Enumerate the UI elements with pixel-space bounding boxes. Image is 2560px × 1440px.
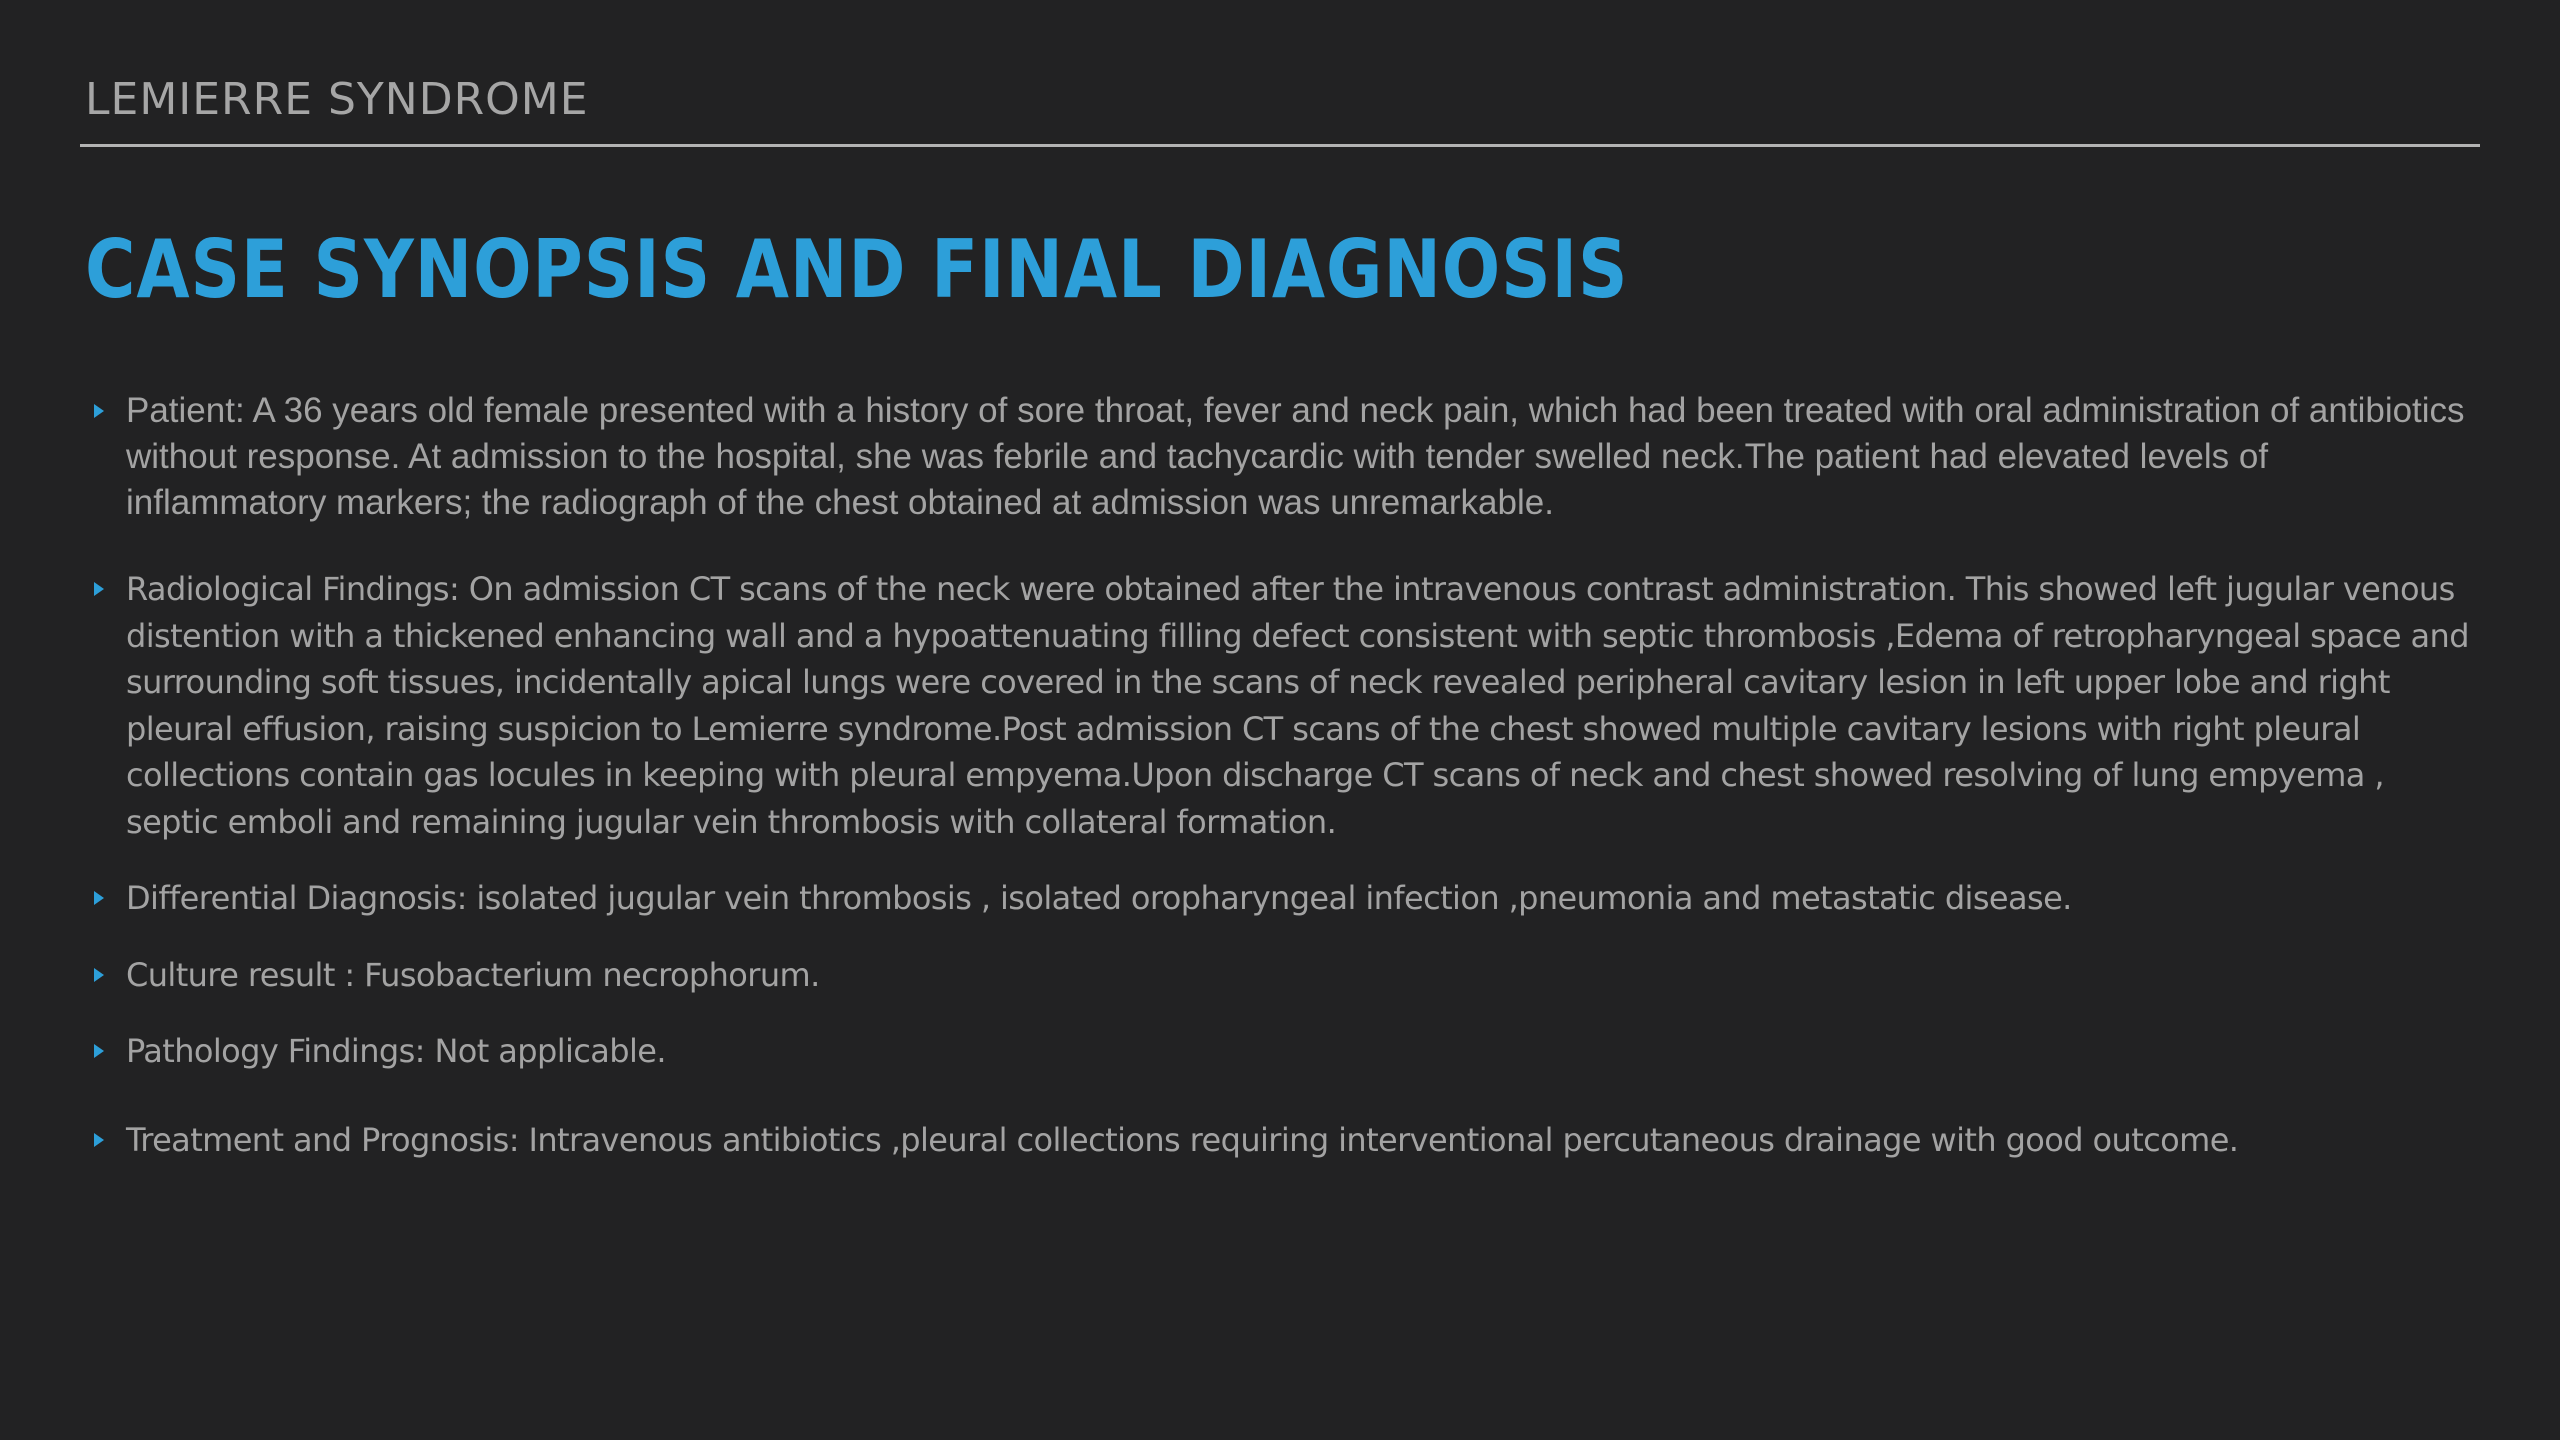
triangle-bullet-icon [94, 1044, 104, 1058]
bullet-text: Differential Diagnosis: isolated jugular vein thrombosis , isolated oropharyngeal infection ,pneumonia and metastatic disease. [126, 879, 2072, 917]
list-item-pathology-findings [90, 1028, 2470, 1075]
bullet-text: Patient: A 36 years old female presented with a history of sore throat, fever and neck pain, which had been treated with oral administration of antibiotics without response. At admission to the hospital, she was febrile and tachycardic with tender swelled neck.The patient had elevated levels of inflammatory markers; the radiograph of the chest obtained at admission was unremarkable. [126, 391, 2465, 522]
page-title: CASE SYNOPSIS AND FINAL DIAGNOSIS [85, 223, 1629, 316]
triangle-bullet-icon [94, 582, 104, 596]
list-item-differential-diagnosis [90, 875, 2470, 922]
list-item-treatment-prognosis [90, 1117, 2470, 1164]
bullet-list [90, 388, 2470, 1163]
list-item-radiological-findings [90, 566, 2470, 845]
list-item-patient [90, 388, 2470, 526]
bullet-text: Treatment and Prognosis: Intravenous antibiotics ,pleural collections requiring interventional percutaneous drainage with good outcome. [126, 1120, 2239, 1159]
triangle-bullet-icon [94, 968, 104, 982]
triangle-bullet-icon [94, 404, 104, 418]
bullet-text: Pathology Findings: Not applicable. [126, 1032, 666, 1070]
list-item-culture-result [90, 952, 2470, 999]
bullet-text: Culture result : Fusobacterium necrophorum. [126, 955, 820, 994]
header-title: LEMIERRE SYNDROME [85, 74, 589, 125]
header-divider [80, 144, 2480, 147]
triangle-bullet-icon [94, 891, 104, 905]
triangle-bullet-icon [94, 1133, 104, 1147]
bullet-text: Radiological Findings: On admission CT scans of the neck were obtained after the intravenous contrast administration. This showed left jugular venous distention with a thickened enhancing wall and a hypoattenuating filling defect consistent with septic thrombosis ,Edema of retropharyngeal space and surrounding soft tissues, incidentally apical lungs were covered in the scans of neck revealed peripheral cavitary lesion in left upper lobe and right pleural effusion, raising suspicion to Lemierre syndrome.Post admission CT scans of the chest showed multiple cavitary lesions with right pleural collections contain gas locules in keeping with pleural empyema.Upon discharge CT scans of neck and chest showed resolving of lung empyema , septic emboli and remaining jugular vein thrombosis with collateral formation. [126, 570, 2469, 841]
